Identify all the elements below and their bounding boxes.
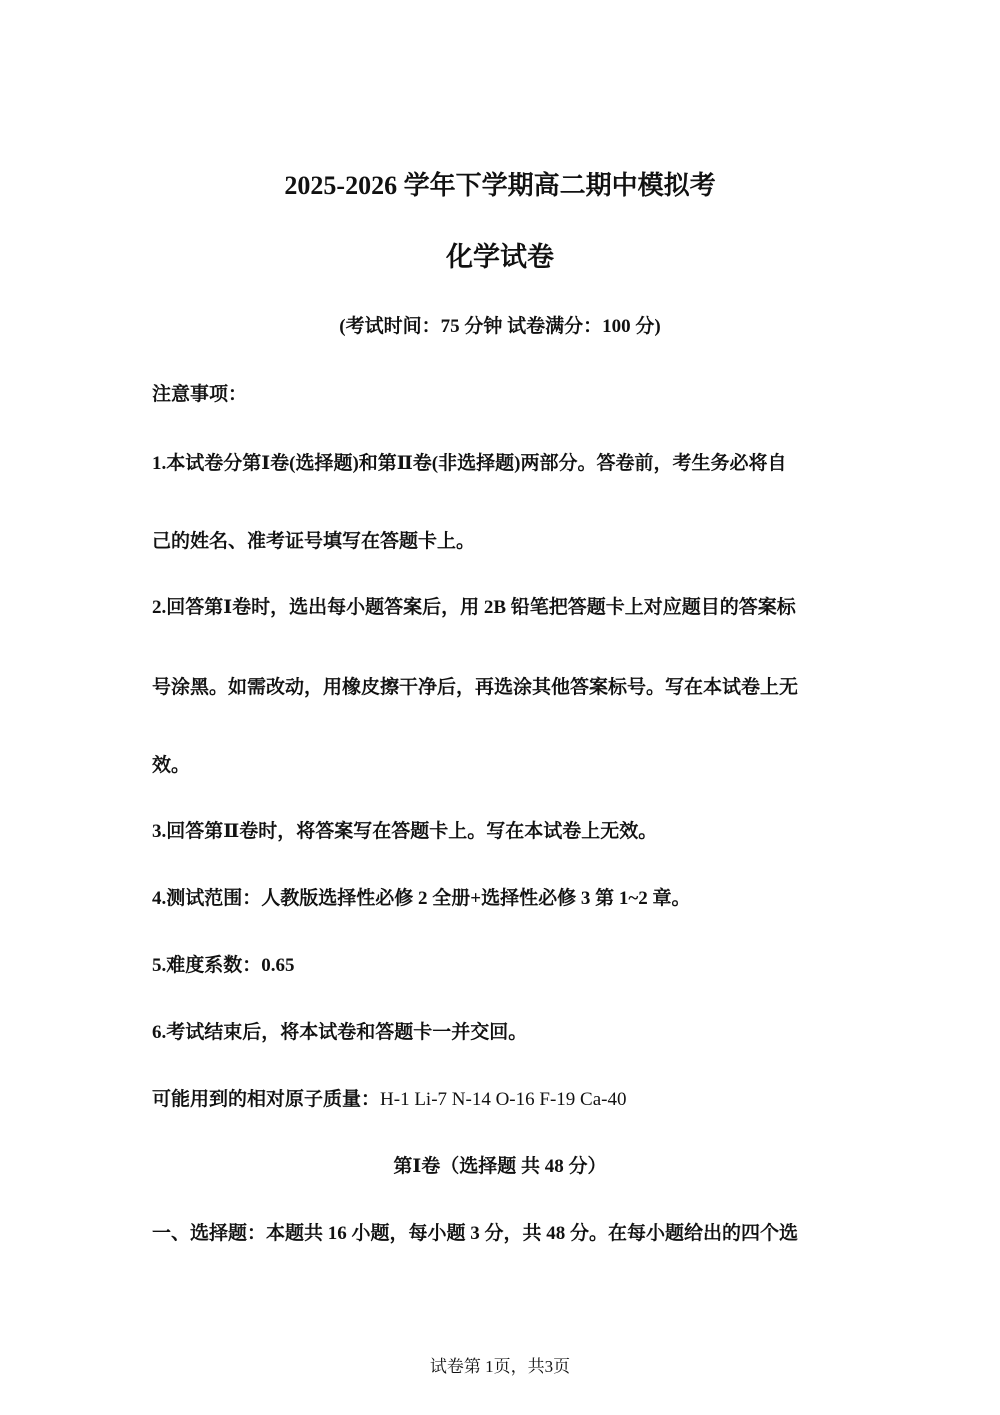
notice-line-8: 5.难度系数：0.65: [152, 955, 295, 976]
notice-line-9: 6.考试结束后，将本试卷和答题卡一并交回。: [152, 1022, 528, 1043]
notice-line-7: 4.测试范围：人教版选择性必修 2 全册+选择性必修 3 第 1~2 章。: [152, 888, 691, 909]
section-heading: 第Ⅰ卷（选择题 共 48 分）: [393, 1156, 607, 1177]
atomic-mass-label: 可能用到的相对原子质量：: [152, 1089, 381, 1110]
notice-line-1: 1.本试卷分第Ⅰ卷(选择题)和第Ⅱ卷(非选择题)两部分。答卷前，考生务必将自: [152, 453, 787, 474]
section-intro: 一、选择题：本题共 16 小题，每小题 3 分，共 48 分。在每小题给出的四个选: [152, 1223, 799, 1244]
atomic-mass-values: H-1 Li-7 N-14 O-16 F-19 Ca-40: [380, 1089, 627, 1110]
page-footer: 试卷第 1页，共3页: [429, 1357, 571, 1376]
exam-subject-title: 化学试卷: [446, 242, 554, 272]
notice-line-3: 2.回答第Ⅰ卷时，选出每小题答案后，用 2B 铅笔把答题卡上对应题目的答案标: [152, 597, 796, 618]
notice-line-6: 3.回答第Ⅱ卷时，将答案写在答题卡上。写在本试卷上无效。: [152, 821, 658, 842]
exam-time-score-info: (考试时间：75 分钟 试卷满分：100 分): [339, 316, 661, 337]
notice-line-2: 己的姓名、准考证号填写在答题卡上。: [152, 531, 476, 552]
notice-line-5: 效。: [152, 755, 191, 776]
atomic-mass-line: [152, 1088, 626, 1112]
exam-title: 2025-2026 学年下学期高二期中模拟考: [284, 171, 716, 200]
notice-line-4: 号涂黑。如需改动，用橡皮擦干净后，再选涂其他答案标号。写在本试卷上无: [152, 677, 799, 698]
notice-heading: 注意事项：: [152, 384, 248, 405]
